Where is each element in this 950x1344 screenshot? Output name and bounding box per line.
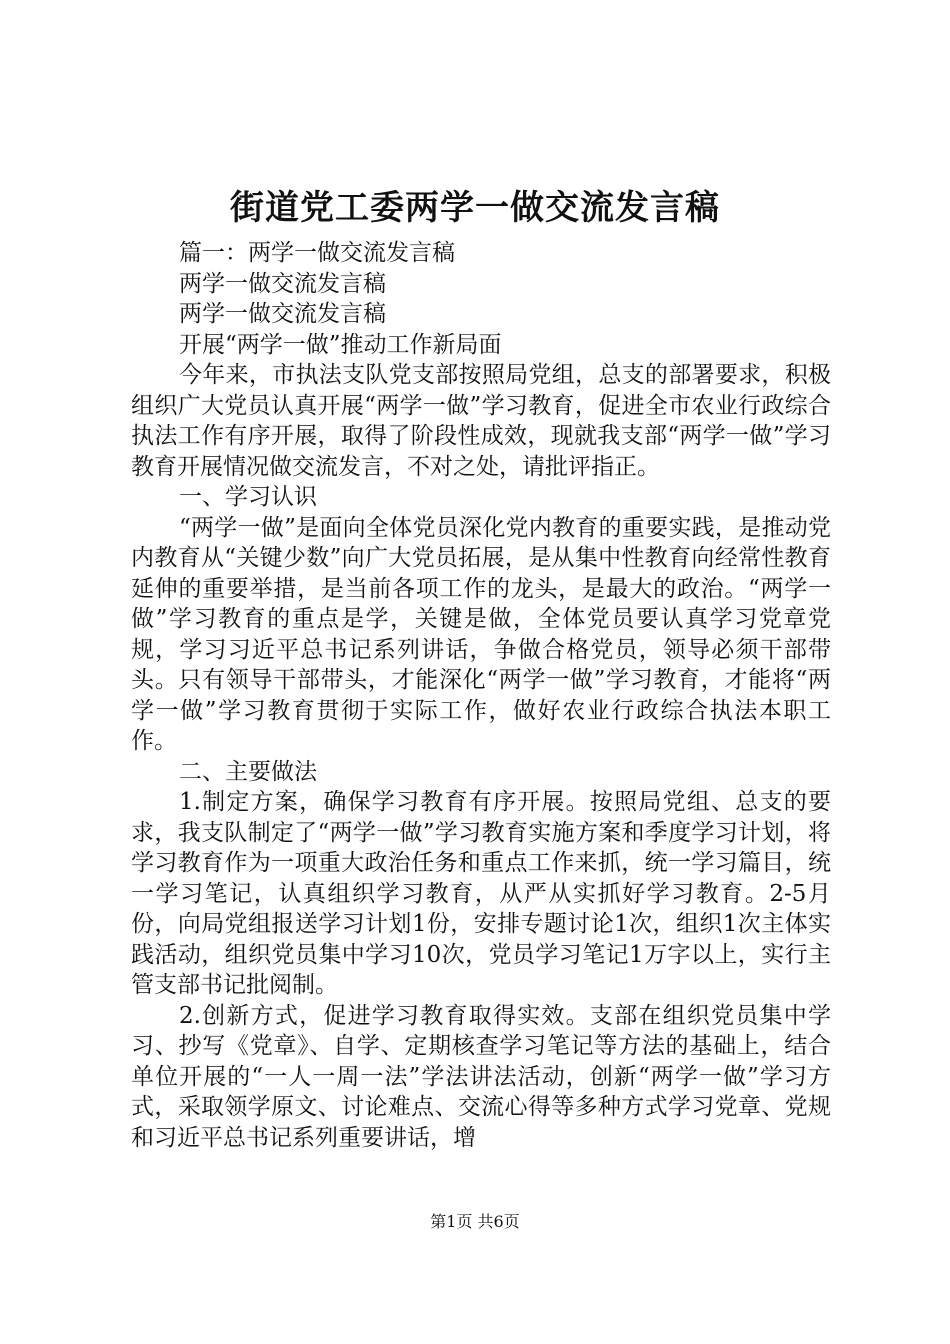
paragraph-section-1: “两学一做”是面向全体党员深化党内教育的重要实践，是推动党内教育从“关键少数”向广大党员拓展，是从集中性教育向经常性教育延伸的重要举措，是当前各项工作的龙头，是最大的政治。“两学一做”学习教育的重点是学，关键是做，全体党员要认真学习党章党规，学习习近平总书记系列讲话，争做合格党员，领导必须干部带头。只有领导干部带头，才能深化“两学一做”学习教育，才能将“两学一做”学习教育贯彻于实际工作，做好农业行政综合执法本职工作。 bbox=[131, 514, 831, 754]
paragraph-theme: 开展“两学一做”推动工作新局面 bbox=[179, 331, 502, 358]
paragraph-subtitle-2: 两学一做交流发言稿 bbox=[179, 301, 386, 327]
paragraph-article-heading: 篇一：两学一做交流发言稿 bbox=[179, 240, 455, 266]
document-body bbox=[131, 238, 831, 1153]
paragraph-item-1: 1.制定方案，确保学习教育有序开展。按照局党组、总支的要求，我支队制定了“两学一做”学习教育实施方案和季度学习计划，将学习教育作为一项重大政治任务和重点工作来抓，统一学习篇目，统一学习笔记，认真组织学习教育，从严从实抓好学习教育。2-5月份，向局党组报送学习计划1份，安排专题讨论1次，组织1次主体实践活动，组织党员集中学习10次，党员学习笔记1万字以上，实行主管支部书记批阅制。 bbox=[131, 789, 831, 998]
page-number-footer: 第1页 共6页 bbox=[430, 1212, 520, 1231]
section-heading-2: 二、主要做法 bbox=[179, 758, 317, 785]
document-title: 街道党工委两学一做交流发言稿 bbox=[230, 188, 720, 228]
section-heading-1: 一、学习认识 bbox=[179, 484, 317, 510]
paragraph-item-2: 2.创新方式，促进学习教育取得实效。支部在组织党员集中学习、抄写《党章》、自学、定期核查学习笔记等方法的基础上，结合单位开展的“一人一周一法”学法讲法活动，创新“两学一做”学习方式，采取领学原文、讨论难点、交流心得等多种方式学习党章、党规和习近平总书记系列重要讲话，增 bbox=[131, 1002, 831, 1151]
paragraph-intro: 今年来，市执法支队党支部按照局党组，总支的部署要求，积极组织广大党员认真开展“两学一做”学习教育，促进全市农业行政综合执法工作有序开展，取得了阶段性成效，现就我支部“两学一做”学习教育开展情况做交流发言，不对之处，请批评指正。 bbox=[131, 362, 831, 480]
paragraph-subtitle-1: 两学一做交流发言稿 bbox=[179, 270, 386, 297]
